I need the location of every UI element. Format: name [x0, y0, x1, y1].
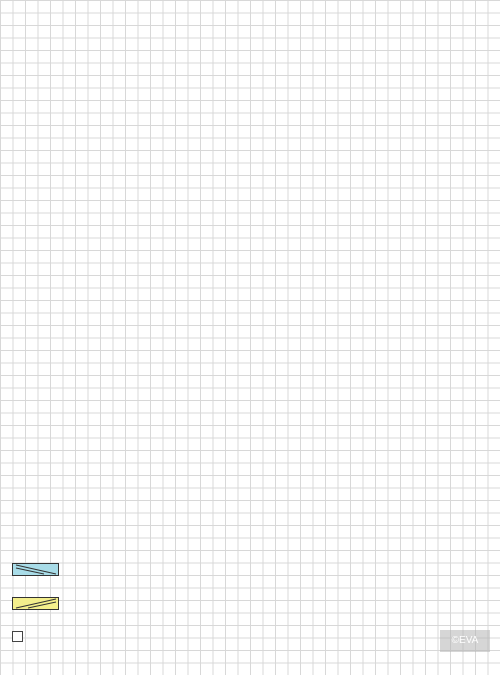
legend-cable-right-swatch [12, 597, 60, 611]
cable-pattern-chart-color [0, 300, 500, 520]
legend-knit-symbol-box [12, 631, 23, 642]
eva-logo-badge: ©EVA [440, 630, 490, 652]
legend-cable-left-swatch [12, 563, 60, 577]
cable-pattern-diagram-bw [0, 0, 500, 200]
